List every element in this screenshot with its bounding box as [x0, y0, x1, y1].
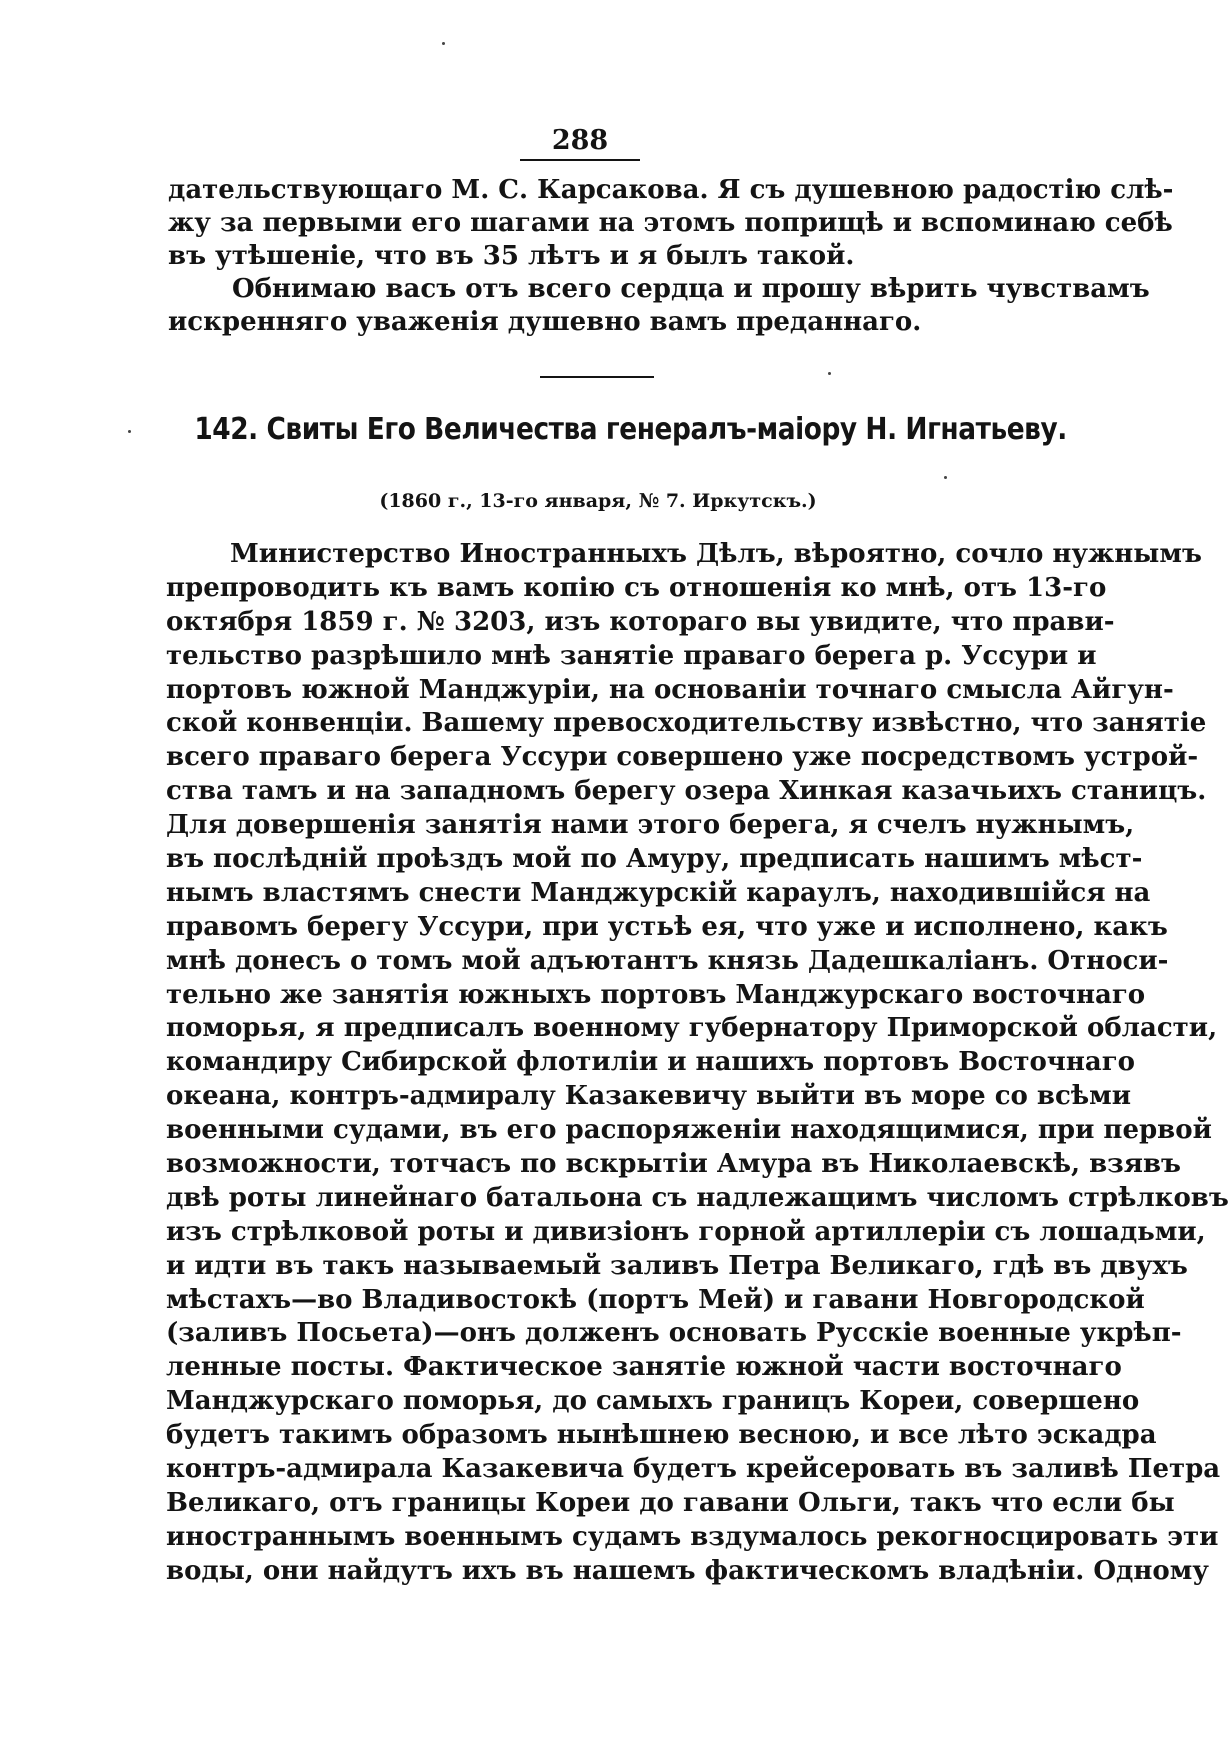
text-line: Великаго, отъ границы Кореи до гавани Ольги, такъ что если бы	[166, 1487, 1175, 1518]
text-line: жу за первыми его шагами на этомъ поприщѣ и вспоминаю себѣ	[168, 208, 1173, 238]
text-line: правомъ берегу Уссури, при устьѣ ея, что уже и исполнено, какъ	[166, 911, 1168, 942]
text-line: изъ стрѣлковой роты и дивизіонъ горной артиллеріи съ лошадьми,	[166, 1216, 1206, 1247]
text-line: контръ-адмирала Казакевича будетъ крейсеровать въ заливѣ Петра	[166, 1454, 1221, 1485]
text-line: (заливъ Посьета)—онъ долженъ основать Русскіе военные укрѣп-	[166, 1318, 1182, 1349]
text-line: иностраннымъ военнымъ судамъ вздумалось рекогносцировать эти	[166, 1521, 1219, 1552]
text-line: Министерство Иностранныхъ Дѣлъ, вѣроятно, сочло нужнымъ	[230, 539, 1202, 569]
text-line: будетъ такимъ образомъ нынѣшнею весною, и все лѣто эскадра	[166, 1420, 1157, 1451]
section-separator-rule	[540, 376, 654, 378]
text-line: портовъ южной Манджуріи, на основаніи точнаго смысла Айгун-	[166, 674, 1174, 705]
scan-speck	[944, 476, 947, 479]
text-line: ской конвенціи. Вашему превосходительству извѣстно, что занятіе	[166, 708, 1207, 739]
text-line: въ послѣдній проѣздъ мой по Амуру, предписать нашимъ мѣст-	[166, 844, 1143, 875]
previous-letter-ending	[168, 174, 1174, 339]
scan-speck	[128, 430, 131, 433]
text-line: ленные посты. Фактическое занятіе южной части восточнаго	[166, 1352, 1122, 1383]
text-line: октября 1859 г. № 3203, изъ котораго вы увидите, что прави-	[166, 606, 1115, 637]
text-line: въ утѣшеніе, что въ 35 лѣтъ и я былъ такой.	[168, 241, 855, 271]
text-line: тельство разрѣшило мнѣ занятіе праваго берега р. Уссури и	[166, 640, 1097, 671]
text-line: дательствующаго М. С. Карсакова. Я съ душевною радостію слѣ-	[168, 175, 1174, 205]
text-line: двѣ роты линейнаго батальона съ надлежащимъ числомъ стрѣлковъ	[166, 1182, 1229, 1213]
text-line: военными судами, въ его распоряженіи находящимися, при первой	[166, 1115, 1212, 1146]
letter-body	[166, 538, 1229, 1589]
text-line: всего праваго берега Уссури совершено уже посредствомъ устрой-	[166, 742, 1199, 773]
page-number: 288	[520, 124, 640, 161]
text-line: препроводить къ вамъ копію съ отношенія ко мнѣ, отъ 13-го	[166, 572, 1107, 603]
text-line: командиру Сибирской флотиліи и нашихъ портовъ Восточнаго	[166, 1047, 1135, 1078]
closing-line: искренняго уваженія душевно вамъ преданнаго.	[168, 307, 922, 337]
text-line: ства тамъ и на западномъ берегу озера Хинкая казачьихъ станицъ.	[166, 776, 1207, 807]
text-line: поморья, я предписалъ военному губернатору Приморской области,	[166, 1013, 1218, 1044]
text-line: нымъ властямъ снести Манджурскій караулъ, находившійся на	[166, 877, 1151, 908]
letter-date-place: (1860 г., 13-го января, № 7. Иркутскъ.)	[379, 490, 817, 512]
text-line: Манджурскаго поморья, до самыхъ границъ Кореи, совершено	[166, 1386, 1140, 1417]
closing-line: Обнимаю васъ отъ всего сердца и прошу вѣрить чувствамъ	[232, 274, 1150, 304]
text-line: океана, контръ-адмиралу Казакевичу выйти въ море со всѣми	[166, 1081, 1131, 1112]
text-line: Для довершенія занятія нами этого берега, я счелъ нужнымъ,	[166, 810, 1135, 841]
text-line: и идти въ такъ называемый заливъ Петра Великаго, гдѣ въ двухъ	[166, 1250, 1188, 1281]
letter-heading: 142. Свиты Его Величества генералъ-маіору Н. Игнатьеву.	[194, 412, 1067, 447]
scan-speck	[442, 42, 445, 45]
text-line: мнѣ донесъ о томъ мой адъютантъ князь Дадешкаліанъ. Относи-	[166, 945, 1169, 976]
text-line: возможности, тотчасъ по вскрытіи Амура въ Николаевскѣ, взявъ	[166, 1149, 1181, 1180]
text-line: тельно же занятія южныхъ портовъ Манджурскаго восточнаго	[166, 979, 1146, 1010]
text-line: мѣстахъ—во Владивостокѣ (портъ Мей) и гавани Новгородской	[166, 1284, 1145, 1315]
text-line: воды, они найдутъ ихъ въ нашемъ фактическомъ владѣніи. Одному	[166, 1555, 1209, 1586]
scan-speck	[828, 372, 831, 375]
